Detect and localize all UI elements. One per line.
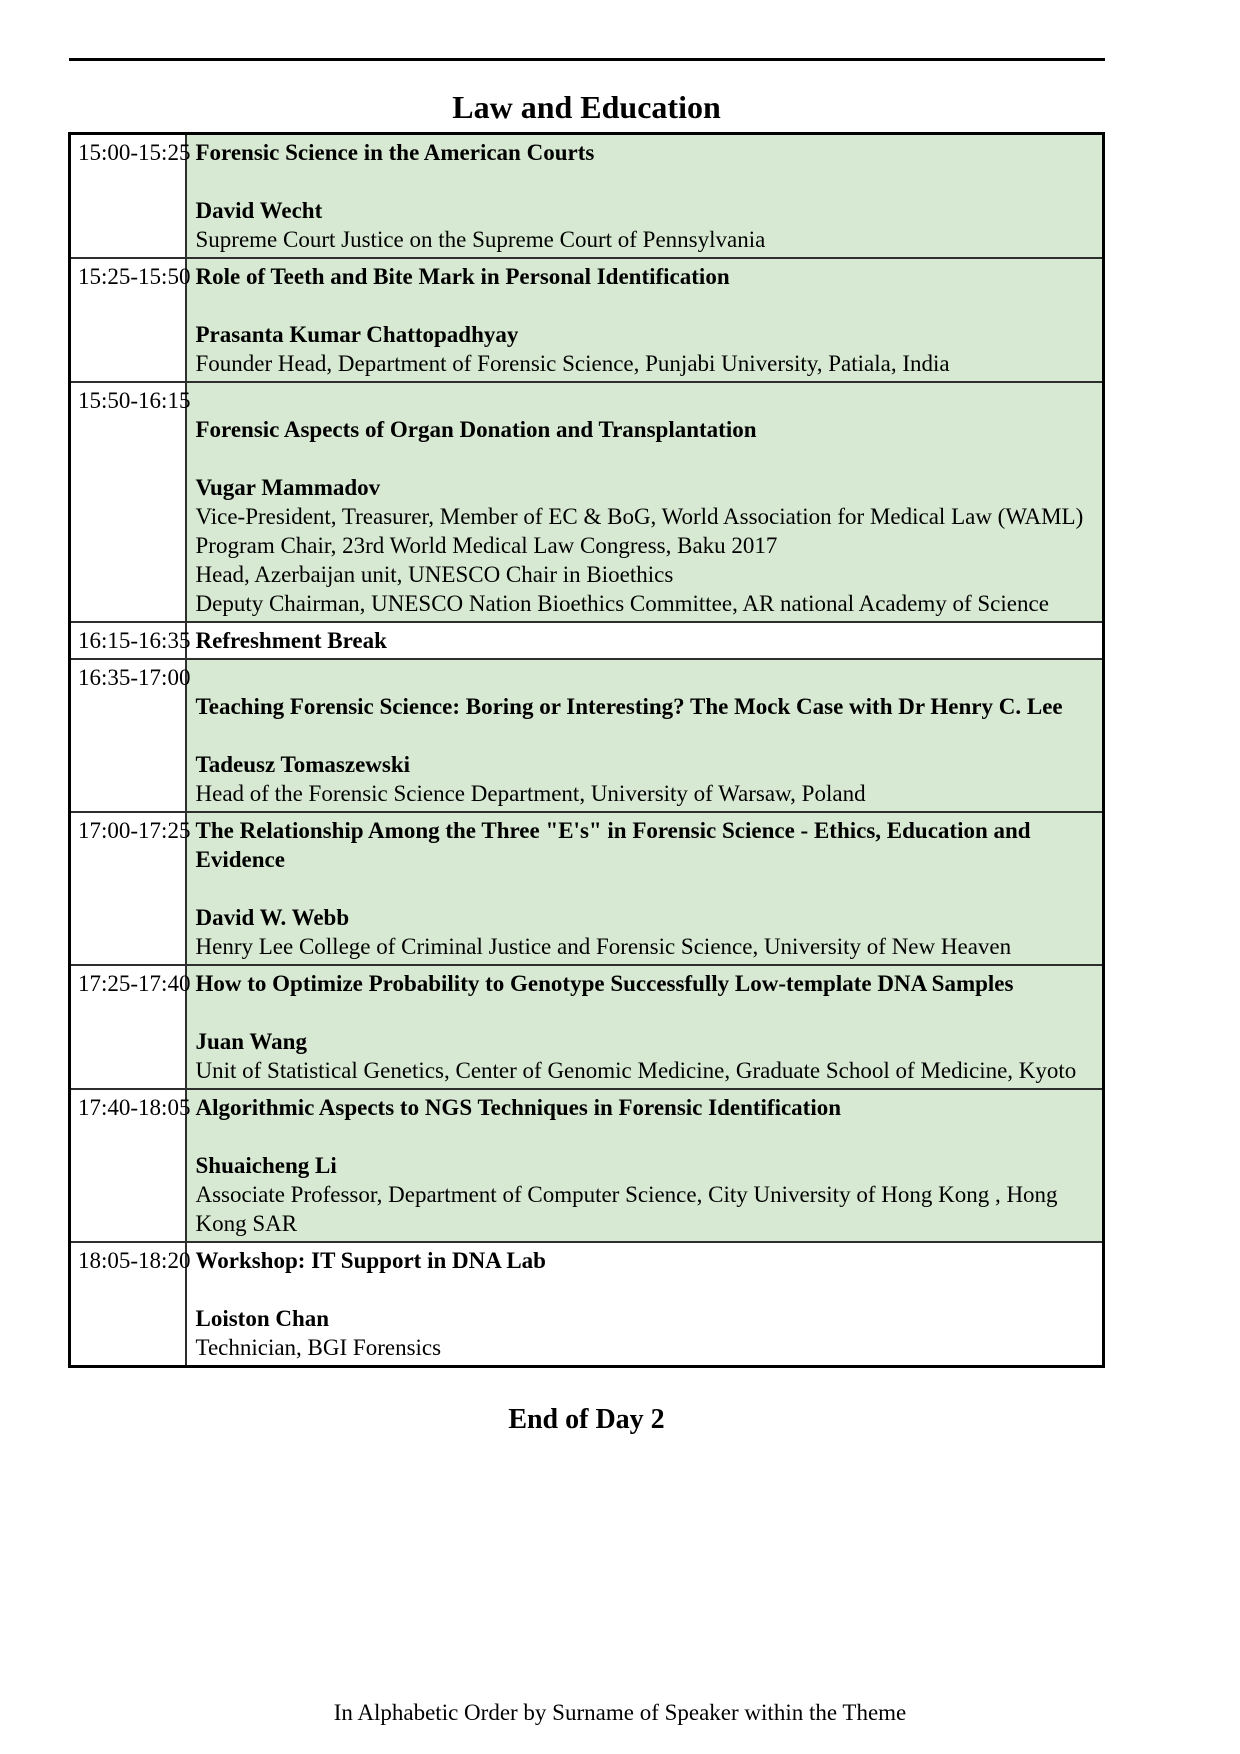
session-bold-line: Juan Wang — [195, 1029, 307, 1054]
session-text-line: Head, Azerbaijan unit, UNESCO Chair in Bioethics — [195, 562, 674, 587]
session-bold-line: Teaching Forensic Science: Boring or Interesting? The Mock Case with Dr Henry C. Lee — [195, 694, 1063, 719]
session-cell — [186, 812, 1104, 965]
table-row — [70, 622, 1104, 659]
session-text-line: Vice-President, Treasurer, Member of EC & BoG, World Association for Medical Law (WAML) — [195, 504, 1084, 529]
table-row — [70, 965, 1104, 1089]
time-cell: 18:05-18:20 — [70, 1242, 186, 1367]
blank-line — [196, 167, 1097, 196]
session-bold-line: How to Optimize Probability to Genotype Successfully Low-template DNA Samples — [195, 971, 1014, 996]
session-bold-line: Role of Teeth and Bite Mark in Personal Identification — [195, 264, 730, 289]
time-cell: 15:00-15:25 — [70, 134, 186, 259]
session-text-line: Unit of Statistical Genetics, Center of Genomic Medicine, Graduate School of Medicine, Kyoto — [195, 1058, 1077, 1083]
session-cell — [186, 258, 1104, 382]
session-cell — [186, 382, 1104, 622]
content-area — [68, 90, 1105, 1436]
table-row — [70, 258, 1104, 382]
blank-line — [196, 721, 1097, 750]
table-row — [70, 812, 1104, 965]
footer-note: In Alphabetic Order by Surname of Speaker within the Theme — [333, 1700, 907, 1725]
session-text-line: Program Chair, 23rd World Medical Law Congress, Baku 2017 — [195, 533, 778, 558]
session-cell — [186, 1242, 1104, 1367]
session-text-line: Kong SAR — [195, 1211, 298, 1236]
session-text-line: Associate Professor, Department of Computer Science, City University of Hong Kong , Hong — [195, 1182, 1058, 1207]
session-text-line: Deputy Chairman, UNESCO Nation Bioethics Committee, AR national Academy of Science — [195, 591, 1049, 616]
session-cell — [186, 965, 1104, 1089]
session-bold-line: Forensic Science in the American Courts — [195, 140, 595, 165]
session-bold-line: Refreshment Break — [195, 628, 387, 653]
session-text-line: Supreme Court Justice on the Supreme Court of Pennsylvania — [195, 227, 766, 252]
session-bold-line: The Relationship Among the Three "E's" in Forensic Science - Ethics, Education and — [195, 818, 1031, 843]
time-cell: 16:15-16:35 — [70, 622, 186, 659]
session-bold-line: Loiston Chan — [195, 1306, 330, 1331]
session-cell — [186, 1089, 1104, 1242]
time-cell: 15:50-16:15 — [70, 382, 186, 622]
session-text-line: Technician, BGI Forensics — [195, 1335, 442, 1360]
session-cell — [186, 622, 1104, 659]
table-row — [70, 382, 1104, 622]
table-row — [70, 659, 1104, 812]
session-bold-line: David W. Webb — [195, 905, 350, 930]
time-cell: 15:25-15:50 — [70, 258, 186, 382]
schedule-table — [68, 132, 1105, 1368]
blank-line — [196, 998, 1097, 1027]
blank-line — [196, 386, 1097, 415]
blank-line — [196, 291, 1097, 320]
session-bold-line: Vugar Mammadov — [195, 475, 381, 500]
blank-line — [196, 1275, 1097, 1304]
blank-line — [196, 874, 1097, 903]
session-bold-line: Prasanta Kumar Chattopadhyay — [195, 322, 519, 347]
schedule-body — [70, 134, 1104, 1367]
session-cell — [186, 134, 1104, 259]
end-of-day-label: End of Day 2 — [508, 1404, 665, 1435]
table-row — [70, 1242, 1104, 1367]
session-bold-line: David Wecht — [195, 198, 323, 223]
blank-line — [196, 663, 1097, 692]
table-row — [70, 1089, 1104, 1242]
time-cell: 16:35-17:00 — [70, 659, 186, 812]
session-cell — [186, 659, 1104, 812]
session-bold-line: Evidence — [195, 847, 285, 872]
header-rule — [69, 58, 1105, 61]
session-bold-line: Forensic Aspects of Organ Donation and Transplantation — [195, 417, 757, 442]
session-bold-line: Workshop: IT Support in DNA Lab — [195, 1248, 546, 1273]
session-bold-line: Tadeusz Tomaszewski — [195, 752, 411, 777]
session-text-line: Henry Lee College of Criminal Justice and Forensic Science, University of New Heaven — [195, 934, 1012, 959]
session-text-line: Founder Head, Department of Forensic Science, Punjabi University, Patiala, India — [195, 351, 950, 376]
blank-line — [196, 444, 1097, 473]
session-bold-line: Algorithmic Aspects to NGS Techniques in Forensic Identification — [195, 1095, 842, 1120]
session-text-line: Head of the Forensic Science Department, University of Warsaw, Poland — [195, 781, 866, 806]
time-cell: 17:00-17:25 — [70, 812, 186, 965]
time-cell: 17:40-18:05 — [70, 1089, 186, 1242]
session-bold-line: Shuaicheng Li — [195, 1153, 337, 1178]
blank-line — [196, 1122, 1097, 1151]
table-row — [70, 134, 1104, 259]
page-title: Law and Education — [452, 89, 721, 125]
time-cell: 17:25-17:40 — [70, 965, 186, 1089]
